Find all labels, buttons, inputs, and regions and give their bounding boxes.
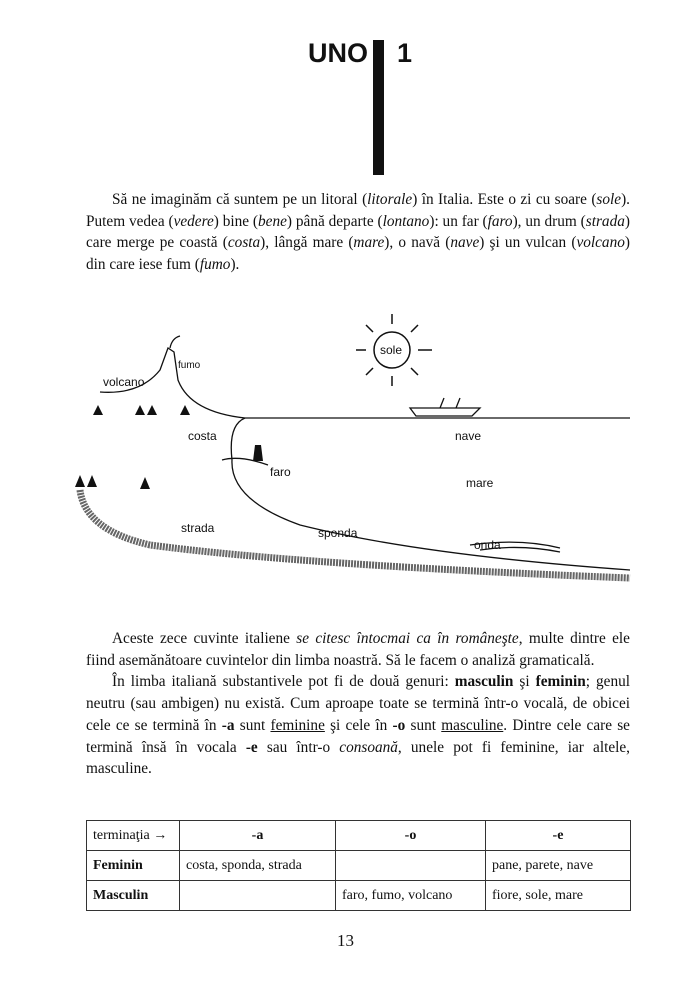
text-segment: bene <box>258 212 287 230</box>
text-segment: litorale <box>367 191 413 208</box>
text-segment: masculine <box>441 716 504 734</box>
label-costa: costa <box>188 429 217 443</box>
chapter-title: UNO <box>308 38 368 68</box>
label-onda: onda <box>474 538 501 552</box>
text-segment: şi cele în <box>324 716 393 734</box>
table-header-row <box>87 821 631 851</box>
table-cell: Feminin <box>87 851 180 881</box>
text-segment: ), o navă ( <box>384 234 451 252</box>
text-segment: . Dintre cele care se termină însă în vocala <box>86 716 630 756</box>
table-cell: pane, parete, nave <box>486 851 631 881</box>
table-cell: costa, sponda, strada <box>180 851 336 881</box>
text-segment: nave <box>450 234 480 252</box>
text-segment: ) bine ( <box>213 212 259 230</box>
text-segment: ), lângă mare ( <box>260 234 354 252</box>
table-row <box>87 851 631 881</box>
text-segment: ) până departe ( <box>286 212 383 230</box>
gender-endings-table <box>86 820 631 911</box>
table-header-cell: -e <box>486 821 631 851</box>
text-segment: -o <box>392 716 406 734</box>
text-segment: ). Putem vedea ( <box>86 191 630 230</box>
text-segment: feminin <box>535 673 586 691</box>
text-segment: ) în Italia. Este o zi cu soare ( <box>412 191 597 208</box>
table-cell: fiore, sole, mare <box>486 881 631 911</box>
label-sole: sole <box>380 343 403 357</box>
text-segment: vedere <box>173 212 214 230</box>
chapter-divider-bar <box>373 40 384 175</box>
text-segment: faro <box>487 212 513 230</box>
table-header-cell: -o <box>336 821 486 851</box>
label-mare: mare <box>466 476 494 490</box>
paragraph1 <box>86 189 630 276</box>
text-segment: fumo <box>199 256 231 274</box>
analysis-paragraphs <box>86 628 630 780</box>
text-segment: masculin <box>454 673 514 691</box>
text-segment: -e <box>245 738 258 756</box>
label-volcano: volcano <box>103 375 145 389</box>
table-cell: Masculin <box>87 881 180 911</box>
label-sponda: sponda <box>318 526 358 540</box>
table-row <box>87 881 631 911</box>
text-segment: , unele pot fi feminine, iar altele, masculine. <box>86 738 630 778</box>
table-cell <box>336 851 486 881</box>
text-segment: ) şi un vulcan ( <box>479 234 577 252</box>
table-cell: faro, fumo, volcano <box>336 881 486 911</box>
text-segment: ) din care iese fum ( <box>86 234 630 274</box>
text-segment: sau într-o <box>257 738 340 756</box>
text-segment: ) care merge pe coastă ( <box>86 212 630 252</box>
text-segment: , multe dintre ele fiind asemănătoare cuvintelor din limba noastră. Să le facem o analiză gramaticală. <box>86 630 630 669</box>
text-segment: feminine <box>270 716 325 734</box>
text-segment: costa <box>227 234 261 252</box>
text-segment: mare <box>353 234 385 252</box>
page-number: 13 <box>337 931 354 950</box>
label-nave: nave <box>455 429 482 443</box>
label-faro: faro <box>270 465 291 479</box>
label-strada: strada <box>181 521 215 535</box>
ship-icon <box>410 398 480 416</box>
intro-paragraph <box>86 189 630 276</box>
text-segment: şi <box>513 673 536 691</box>
text-segment: sunt <box>234 716 271 734</box>
text-segment: sole <box>596 191 622 208</box>
paragraph2 <box>86 628 630 671</box>
coast-illustration <box>0 300 696 600</box>
volcano-shape <box>100 348 630 570</box>
table-cell <box>180 881 336 911</box>
text-segment: sunt <box>405 716 442 734</box>
chapter-number: 1 <box>397 38 413 68</box>
text-segment: ), un drum ( <box>512 212 586 230</box>
label-fumo: fumo <box>178 360 201 371</box>
text-segment: se citesc întocmai ca în româneşte <box>296 630 519 647</box>
paragraph3 <box>86 671 630 780</box>
text-segment: ): un far ( <box>429 212 488 230</box>
text-segment: ; genul neutru (sau ambigen) nu există. Cum aproape toate se termină într-o vocală, de obicei cele ce se termină în <box>86 673 630 734</box>
text-segment: strada <box>585 212 625 230</box>
text-segment: consoană <box>339 738 398 756</box>
text-segment: volcano <box>576 234 625 252</box>
lighthouse-icon <box>253 445 263 461</box>
text-segment: Aceste zece cuvinte italiene <box>112 630 297 647</box>
table-header-cell: -a <box>180 821 336 851</box>
text-segment: lontano <box>382 212 430 230</box>
text-segment: În limba italiană substantivele pot fi de două genuri: <box>112 673 455 691</box>
text-segment: -a <box>221 716 235 734</box>
text-segment: ). <box>230 256 240 274</box>
text-segment: Să ne imaginăm că suntem pe un litoral ( <box>112 191 368 208</box>
table-header-cell: terminaţia → <box>87 821 180 851</box>
